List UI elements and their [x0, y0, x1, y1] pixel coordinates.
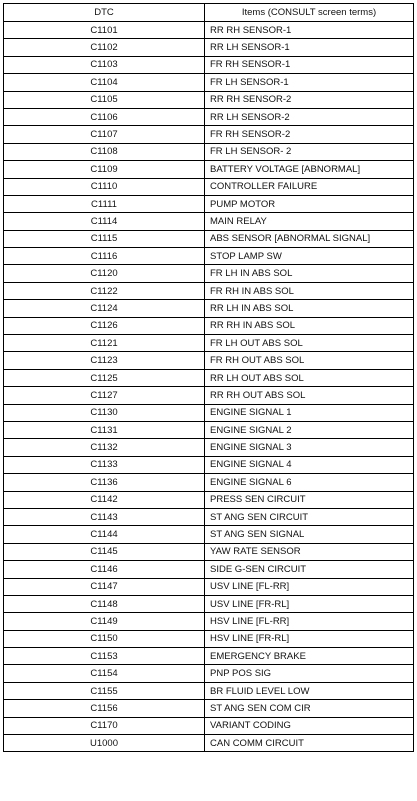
- table-row: [4, 300, 414, 317]
- dtc-code-cell: C1153: [4, 648, 205, 665]
- dtc-table: [3, 3, 414, 752]
- dtc-code-cell: C1108: [4, 143, 205, 160]
- item-term-cell: ST ANG SEN CIRCUIT: [205, 508, 414, 525]
- dtc-code-cell: C1123: [4, 352, 205, 369]
- dtc-code-cell: U1000: [4, 735, 205, 752]
- table-row: [4, 161, 414, 178]
- table-row: [4, 595, 414, 612]
- table-row: [4, 387, 414, 404]
- item-term-cell: FR LH SENSOR-1: [205, 74, 414, 91]
- item-term-cell: HSV LINE [FL-RR]: [205, 613, 414, 630]
- table-row: [4, 230, 414, 247]
- dtc-code-cell: C1109: [4, 161, 205, 178]
- item-term-cell: FR RH SENSOR-1: [205, 56, 414, 73]
- table-row: [4, 543, 414, 560]
- dtc-code-cell: C1136: [4, 474, 205, 491]
- item-term-cell: ENGINE SIGNAL 3: [205, 439, 414, 456]
- table-row: [4, 248, 414, 265]
- dtc-code-cell: C1130: [4, 404, 205, 421]
- dtc-code-cell: C1115: [4, 230, 205, 247]
- item-term-cell: PNP POS SIG: [205, 665, 414, 682]
- item-term-cell: RR RH SENSOR-2: [205, 91, 414, 108]
- header-dtc: DTC: [4, 4, 205, 22]
- dtc-code-cell: C1105: [4, 91, 205, 108]
- item-term-cell: USV LINE [FL-RR]: [205, 578, 414, 595]
- item-term-cell: RR LH IN ABS SOL: [205, 300, 414, 317]
- dtc-code-cell: C1145: [4, 543, 205, 560]
- table-row: [4, 22, 414, 39]
- dtc-code-cell: C1116: [4, 248, 205, 265]
- dtc-code-cell: C1104: [4, 74, 205, 91]
- item-term-cell: RR LH OUT ABS SOL: [205, 369, 414, 386]
- dtc-code-cell: C1154: [4, 665, 205, 682]
- dtc-code-cell: C1126: [4, 317, 205, 334]
- dtc-code-cell: C1132: [4, 439, 205, 456]
- table-row: [4, 404, 414, 421]
- table-row: [4, 456, 414, 473]
- dtc-code-cell: C1142: [4, 491, 205, 508]
- dtc-code-cell: C1114: [4, 213, 205, 230]
- table-row: [4, 178, 414, 195]
- table-row: [4, 717, 414, 734]
- dtc-code-cell: C1103: [4, 56, 205, 73]
- item-term-cell: HSV LINE [FR-RL]: [205, 630, 414, 647]
- table-row: [4, 682, 414, 699]
- item-term-cell: ENGINE SIGNAL 2: [205, 421, 414, 438]
- item-term-cell: ENGINE SIGNAL 4: [205, 456, 414, 473]
- table-row: [4, 74, 414, 91]
- item-term-cell: FR LH IN ABS SOL: [205, 265, 414, 282]
- item-term-cell: RR RH SENSOR-1: [205, 22, 414, 39]
- table-row: [4, 474, 414, 491]
- dtc-code-cell: C1111: [4, 195, 205, 212]
- table-row: [4, 526, 414, 543]
- table-header-row: [4, 4, 414, 22]
- table-row: [4, 143, 414, 160]
- dtc-code-cell: C1144: [4, 526, 205, 543]
- table-row: [4, 613, 414, 630]
- item-term-cell: RR RH OUT ABS SOL: [205, 387, 414, 404]
- table-row: [4, 195, 414, 212]
- dtc-code-cell: C1133: [4, 456, 205, 473]
- table-row: [4, 91, 414, 108]
- table-row: [4, 369, 414, 386]
- item-term-cell: CAN COMM CIRCUIT: [205, 735, 414, 752]
- table-row: [4, 56, 414, 73]
- item-term-cell: SIDE G-SEN CIRCUIT: [205, 561, 414, 578]
- table-row: [4, 561, 414, 578]
- dtc-code-cell: C1131: [4, 421, 205, 438]
- dtc-code-cell: C1102: [4, 39, 205, 56]
- dtc-code-cell: C1149: [4, 613, 205, 630]
- table-row: [4, 39, 414, 56]
- dtc-code-cell: C1127: [4, 387, 205, 404]
- item-term-cell: ENGINE SIGNAL 6: [205, 474, 414, 491]
- item-term-cell: FR RH IN ABS SOL: [205, 282, 414, 299]
- dtc-code-cell: C1155: [4, 682, 205, 699]
- table-body: [4, 22, 414, 752]
- item-term-cell: BATTERY VOLTAGE [ABNORMAL]: [205, 161, 414, 178]
- dtc-code-cell: C1148: [4, 595, 205, 612]
- dtc-code-cell: C1125: [4, 369, 205, 386]
- header-items: Items (CONSULT screen terms): [205, 4, 414, 22]
- item-term-cell: MAIN RELAY: [205, 213, 414, 230]
- table-row: [4, 335, 414, 352]
- item-term-cell: CONTROLLER FAILURE: [205, 178, 414, 195]
- table-row: [4, 352, 414, 369]
- dtc-code-cell: C1170: [4, 717, 205, 734]
- item-term-cell: USV LINE [FR-RL]: [205, 595, 414, 612]
- dtc-code-cell: C1106: [4, 108, 205, 125]
- dtc-code-cell: C1150: [4, 630, 205, 647]
- table-row: [4, 108, 414, 125]
- item-term-cell: ABS SENSOR [ABNORMAL SIGNAL]: [205, 230, 414, 247]
- item-term-cell: FR RH SENSOR-2: [205, 126, 414, 143]
- dtc-code-cell: C1110: [4, 178, 205, 195]
- item-term-cell: PRESS SEN CIRCUIT: [205, 491, 414, 508]
- dtc-code-cell: C1147: [4, 578, 205, 595]
- dtc-code-cell: C1156: [4, 700, 205, 717]
- dtc-code-cell: C1124: [4, 300, 205, 317]
- table-row: [4, 648, 414, 665]
- item-term-cell: YAW RATE SENSOR: [205, 543, 414, 560]
- dtc-code-cell: C1107: [4, 126, 205, 143]
- table-row: [4, 508, 414, 525]
- item-term-cell: STOP LAMP SW: [205, 248, 414, 265]
- item-term-cell: EMERGENCY BRAKE: [205, 648, 414, 665]
- dtc-code-cell: C1146: [4, 561, 205, 578]
- item-term-cell: PUMP MOTOR: [205, 195, 414, 212]
- item-term-cell: FR RH OUT ABS SOL: [205, 352, 414, 369]
- table-row: [4, 700, 414, 717]
- table-row: [4, 665, 414, 682]
- item-term-cell: RR RH IN ABS SOL: [205, 317, 414, 334]
- item-term-cell: RR LH SENSOR-2: [205, 108, 414, 125]
- table-row: [4, 213, 414, 230]
- item-term-cell: VARIANT CODING: [205, 717, 414, 734]
- table-row: [4, 630, 414, 647]
- dtc-code-cell: C1120: [4, 265, 205, 282]
- table-row: [4, 421, 414, 438]
- item-term-cell: ENGINE SIGNAL 1: [205, 404, 414, 421]
- item-term-cell: FR LH SENSOR- 2: [205, 143, 414, 160]
- dtc-code-cell: C1121: [4, 335, 205, 352]
- item-term-cell: ST ANG SEN COM CIR: [205, 700, 414, 717]
- item-term-cell: ST ANG SEN SIGNAL: [205, 526, 414, 543]
- table-row: [4, 126, 414, 143]
- table-row: [4, 735, 414, 752]
- dtc-code-cell: C1143: [4, 508, 205, 525]
- item-term-cell: RR LH SENSOR-1: [205, 39, 414, 56]
- dtc-code-cell: C1101: [4, 22, 205, 39]
- table-row: [4, 317, 414, 334]
- table-row: [4, 578, 414, 595]
- table-row: [4, 439, 414, 456]
- dtc-code-cell: C1122: [4, 282, 205, 299]
- table-row: [4, 491, 414, 508]
- table-row: [4, 282, 414, 299]
- item-term-cell: BR FLUID LEVEL LOW: [205, 682, 414, 699]
- item-term-cell: FR LH OUT ABS SOL: [205, 335, 414, 352]
- table-row: [4, 265, 414, 282]
